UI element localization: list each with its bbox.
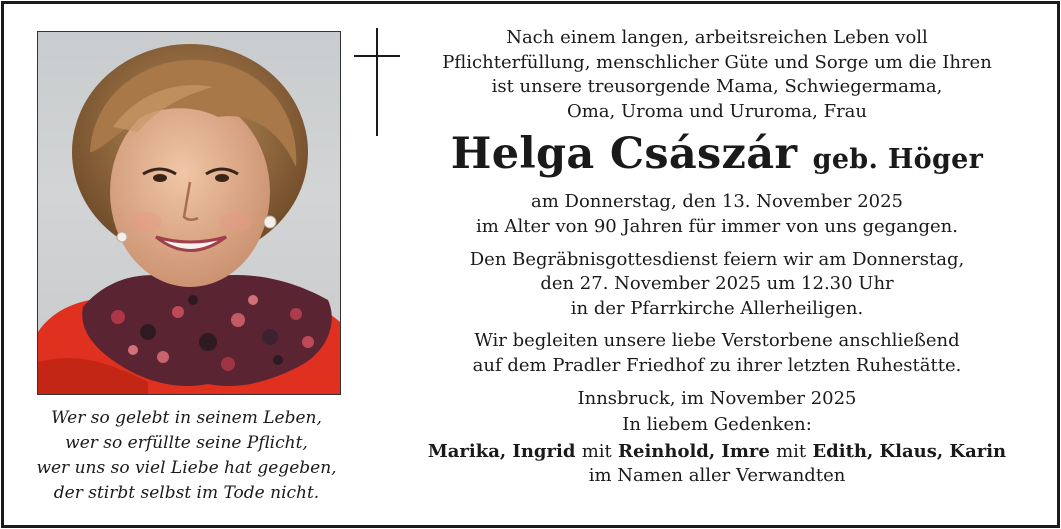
funeral-paragraph — [402, 248, 1032, 322]
burial-paragraph — [402, 329, 1032, 378]
obituary-text — [402, 26, 1032, 489]
burial-line: auf dem Pradler Friedhof zu ihrer letzten Ruhestätte. — [472, 354, 962, 376]
maiden-name: geb. Höger — [812, 144, 984, 176]
funeral-line: Den Begräbnisgottesdienst feiern wir am Donnerstag, — [469, 248, 965, 270]
deceased-name — [402, 128, 1032, 186]
funeral-line: in der Pfarrkirche Allerheiligen. — [570, 297, 864, 319]
poem-line: wer so erfüllte seine Pflicht, — [65, 433, 308, 453]
intro-line: Nach einem langen, arbeitsreichen Leben voll — [506, 27, 928, 48]
relatives-closing: im Namen aller Verwandten — [588, 465, 846, 487]
mourner-names: Marika, Ingrid — [427, 440, 576, 462]
burial-line: Wir begleiten unsere liebe Verstorbene anschließend — [474, 330, 960, 352]
funeral-line: den 27. November 2025 um 12.30 Uhr — [540, 273, 894, 295]
passing-line: im Alter von 90 Jahren für immer von uns gegangen. — [475, 215, 958, 237]
intro-line: Pflichterfüllung, menschlicher Güte und Sorge um die Ihren — [442, 51, 992, 73]
connector-word: mit — [581, 440, 612, 462]
memorial-poem — [0, 406, 373, 506]
deceased-full-name: Helga Császár — [450, 129, 798, 180]
latin-cross-icon — [354, 28, 402, 136]
mourners-names — [402, 440, 1032, 465]
poem-line: der stirbt selbst im Tode nicht. — [53, 483, 320, 503]
mourner-names: Reinhold, Imre — [618, 440, 770, 462]
intro-line: Oma, Uroma und Ururoma, Frau — [566, 100, 868, 122]
remembrance-line: In liebem Gedenken: — [622, 414, 812, 436]
portrait-illustration — [38, 32, 340, 394]
portrait-photo — [37, 31, 341, 395]
intro-line: ist unsere treusorgende Mama, Schwiegermama, — [491, 76, 943, 98]
poem-line: Wer so gelebt in seinem Leben, — [51, 408, 322, 428]
intro-paragraph — [402, 26, 1032, 124]
mourner-names: Edith, Klaus, Karin — [812, 440, 1007, 462]
connector-word: mit — [776, 440, 807, 462]
place-date: Innsbruck, im November 2025 — [577, 387, 857, 409]
passing-line: am Donnerstag, den 13. November 2025 — [530, 191, 904, 213]
poem-line: wer uns so viel Liebe hat gegeben, — [36, 458, 337, 478]
passing-paragraph — [402, 190, 1032, 239]
